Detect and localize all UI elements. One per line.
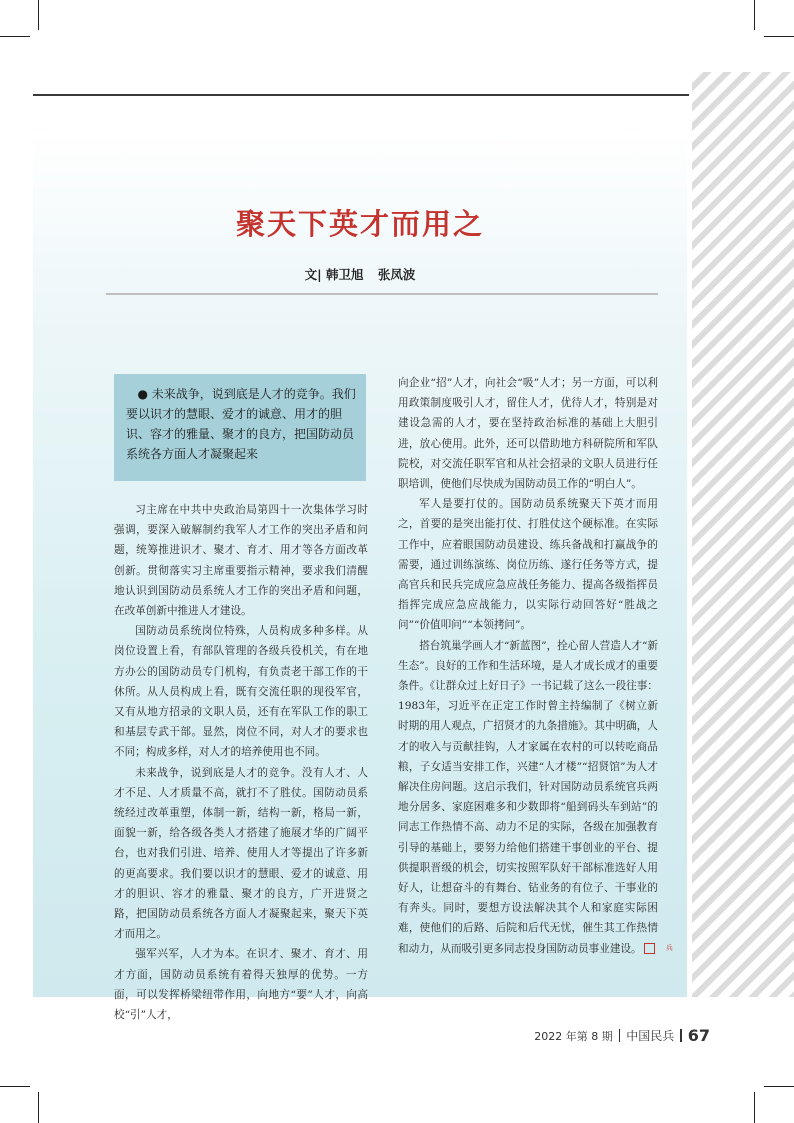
byline-prefix: 文| (304, 267, 322, 282)
footer-divider (619, 1029, 621, 1042)
pull-quote-box (114, 374, 366, 481)
author-name: 张凤波 (377, 267, 416, 282)
body-paragraph: 强军兴军，人才为本。在识才、聚才、育才、用才方面，国防动员系统有着得天独厚的优势。一方面，可以发挥桥梁纽带作用，向地方“要”人才，向高校“引”人才， (114, 948, 368, 1022)
footer-divider (680, 1029, 682, 1042)
body-paragraph (398, 636, 673, 959)
page-footer (534, 1026, 710, 1045)
publication-name: 中国民兵 (626, 1029, 675, 1043)
left-column (114, 500, 368, 1025)
crop-mark (764, 1086, 794, 1087)
right-column (398, 373, 673, 959)
crop-mark (0, 36, 30, 37)
body-paragraph: 习主席在中共中央政治局第四十一次集体学习时强调，要深入破解制约我军人才工作的突出矛盾和问题，统筹推进识才、聚才、育才、用才等各方面改革创新。贯彻落实习主席重要指示精神，要求我们清醒地认识到国防动员系统人才工作的突出矛盾和问题，在改革创新中推进人才建设。 (114, 504, 368, 618)
header-rule (33, 94, 689, 96)
body-text: 搭台筑巢学画人才“新蓝图”，拴心留人营造人才“新生态”。良好的工作和生活环境，是人才成长成才的重要条件。《让群众过上好日子》一书记载了这么一段往事：1983年，习近平在正定工作时曾主持编制了《树立新时期的用人观点，广招贤才的九条措施》。其中明确，人才的收入与贡献挂钩，人才家属在农村的可以转吃商品粮，子女适当安排工作，兴建“人才楼”“招贤馆”为人才解决住房问题。这启示我们，针对国防动员系统官兵两地分居多、家庭困难多和少数即将“船到码头车到站”的同志工作热情不高、动力不足的实际，各级在加强教育引导的基础上，要努力给他们搭建干事创业的平台、提供提职晋级的机会，切实按照军队好干部标准选好人用好人，让想奋斗的有舞台、钻业务的有位子、干事业的有奔头。同时，要想方设法解决其个人和家庭实际困难，使他们的后路、后院和后代无忧，催生其工作热情和动力，从而吸引更多同志投身国防动员事业建设。 (398, 639, 658, 955)
page-number: 67 (687, 1026, 710, 1045)
bullet-icon: ● (137, 387, 148, 401)
crop-mark (38, 1092, 39, 1123)
title-separator (106, 293, 658, 295)
issue-label: 2022 年第 8 期 (534, 1029, 613, 1043)
author-name: 韩卫旭 (326, 267, 364, 282)
crop-mark (754, 1092, 755, 1123)
article-title: 聚天下英才而用之 (235, 207, 484, 241)
decorative-stripes (692, 72, 794, 997)
body-paragraph: 向企业“招”人才，向社会“吸”人才；另一方面，可以利用政策制度吸引人才，留住人才，优待人才，特别是对建设急需的人才，要在坚持政治标准的基础上大胆引进，放心使用。此外，还可以借助地方科研院所和军队院校，对交流任职军官和从社会招录的文职人员进行任职培训，使他们尽快成为国防动员工作的“明白人”。 (398, 377, 658, 491)
crop-mark (754, 0, 755, 30)
pull-quote-text: 未来战争，说到底是人才的竞争。我们要以识才的慧眼、爱才的诚意、用才的胆识、容才的雅量、聚才的良方，把国防动员系统各方面人才凝聚起来 (126, 387, 356, 461)
byline (33, 265, 687, 283)
end-mark-icon: 兵 (644, 943, 655, 954)
crop-mark (38, 0, 39, 30)
body-paragraph: 国防动员系统岗位特殊，人员构成多种多样。从岗位设置上看，有部队管理的各级兵役机关，有在地方办公的国防动员专门机构，有负责老干部工作的干休所。从人员构成上看，既有交流任职的现役军官，又有从地方招录的文职人员，还有在军队工作的职工和基层专武干部。显然，岗位不同，对人才的要求也不同；构成多样，对人才的培养使用也不同。 (114, 625, 368, 759)
body-paragraph: 军人是要打仗的。国防动员系统聚天下英才而用之，首要的是突出能打仗、打胜仗这个硬标准。在实际工作中，应着眼国防动员建设、练兵备战和打赢战争的需要，通过训练演练、岗位历练、遂行任务等方式，提高官兵和民兵完成应急应战任务能力、提高各级指挥员指挥完成应急应战能力，以实际行动回答好“胜战之问”“价值叩问”“本领拷问”。 (398, 498, 658, 632)
crop-mark (764, 36, 794, 37)
body-paragraph: 未来战争，说到底是人才的竞争。没有人才、人才不足、人才质量不高，就打不了胜仗。国防动员系统经过改革重塑，体制一新，结构一新，格局一新，面貌一新，给各级各类人才搭建了施展才华的广阔平台，也对我们引进、培养、使用人才等提出了许多新的更高要求。我们要以识才的慧眼、爱才的诚意、用才的胆识、容才的雅量、聚才的良方，广开进贤之路，把国防动员系统各方面人才凝聚起来，聚天下英才而用之。 (114, 766, 368, 941)
crop-mark (0, 1086, 30, 1087)
